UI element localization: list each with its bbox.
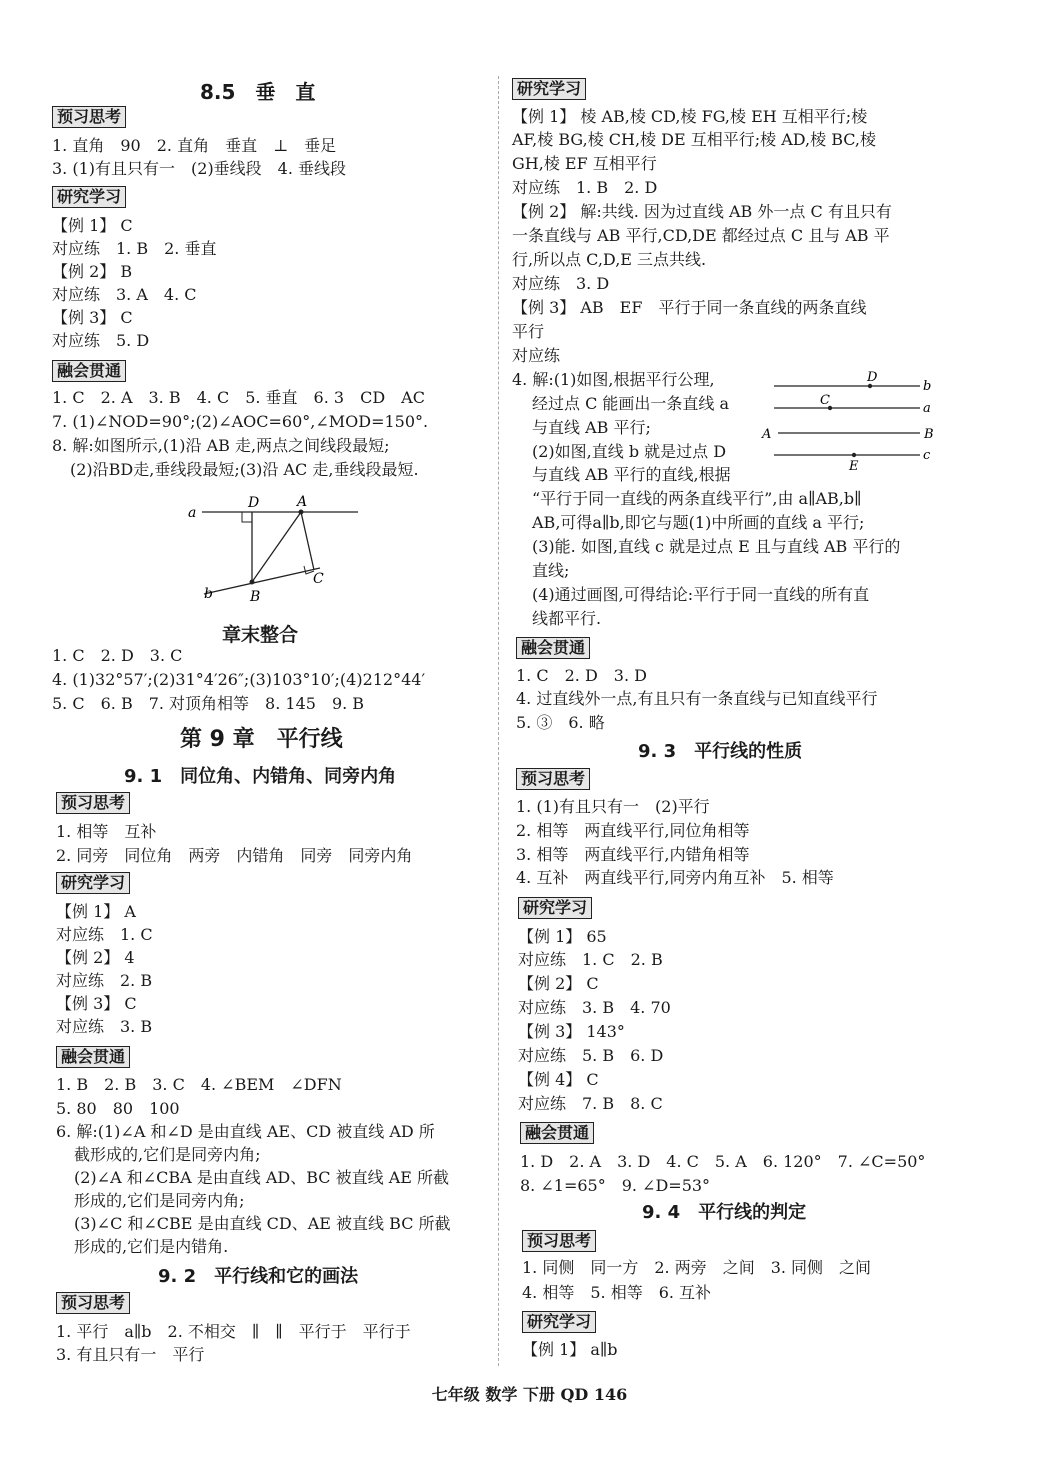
answer-line: 【例 3】 C — [56, 994, 137, 1013]
answer-line: 1. 直角 90 2. 直角 垂直 ⊥ 垂足 — [52, 136, 337, 155]
answer-line: 1. 同侧 同一方 2. 两旁 之间 3. 同侧 之间 — [522, 1258, 872, 1277]
answer-line: 【例 1】 C — [52, 216, 133, 235]
answer-line: 5. ③ 6. 略 — [516, 713, 605, 732]
tag-study: 研究学习 — [522, 1311, 596, 1333]
figure-perpendicular — [180, 490, 370, 610]
answer-line: (2)∠A 和∠CBA 是由直线 AD、BC 被直线 AE 所截 — [74, 1168, 450, 1187]
answer-line: 8. ∠1=65° 9. ∠D=53° — [520, 1176, 711, 1195]
page-footer: 七年级 数学 下册 QD 146 — [431, 1385, 628, 1404]
answer-line: 对应练 1. C 2. B — [518, 950, 663, 969]
section-title-9-1: 9. 1 同位角、内错角、同旁内角 — [124, 766, 397, 787]
answer-line: 对应练 1. B 2. D — [512, 178, 658, 197]
answer-line: 对应练 1. B 2. 垂直 — [52, 239, 217, 258]
answer-line: 5. 80 80 100 — [56, 1099, 180, 1118]
answer-line: 8. 解:如图所示,(1)沿 AB 走,两点之间线段最短; — [52, 436, 390, 455]
answer-line: 1. C 2. D 3. D — [516, 666, 647, 685]
answer-line: 3. (1)有且只有一 (2)垂线段 4. 垂线段 — [52, 159, 347, 178]
tag-integrate: 融会贯通 — [52, 360, 126, 382]
label-B: B — [250, 589, 261, 605]
answer-line: 与直线 AB 平行的直线,根据 — [532, 465, 731, 484]
tag-preview: 预习思考 — [52, 106, 126, 128]
label-B: B — [924, 427, 934, 442]
tag-integrate: 融会贯通 — [516, 637, 590, 659]
answer-line: 1. B 2. B 3. C 4. ∠BEM ∠DFN — [56, 1075, 342, 1094]
answer-line: GH,棱 EF 互相平行 — [512, 154, 657, 173]
answer-line: 【例 1】 65 — [518, 927, 607, 946]
answer-line: 4. 过直线外一点,有且只有一条直线与已知直线平行 — [516, 689, 878, 708]
answer-line: 平行 — [512, 322, 545, 341]
tag-integrate: 融会贯通 — [520, 1122, 594, 1144]
answer-line: 线都平行. — [532, 609, 602, 628]
section-title-8-5: 8.5 垂 直 — [200, 80, 316, 104]
section-title-9-4: 9. 4 平行线的判定 — [642, 1202, 807, 1223]
answer-line: 【例 1】 棱 AB,棱 CD,棱 FG,棱 EH 互相平行;棱 — [512, 107, 868, 126]
tag-preview: 预习思考 — [516, 768, 590, 790]
answer-line: 1. D 2. A 3. D 4. C 5. A 6. 120° 7. ∠C=50° — [520, 1152, 926, 1171]
answer-line: 1. 平行 a∥b 2. 不相交 ∥ ∥ 平行于 平行于 — [56, 1322, 411, 1341]
answer-line: “平行于同一直线的两条直线平行”,由 a∥AB,b∥ — [532, 489, 862, 508]
answer-line: 对应练 3. B 4. 70 — [518, 998, 671, 1017]
answer-line: 4. 互补 两直线平行,同旁内角互补 5. 相等 — [516, 868, 834, 887]
tag-integrate: 融会贯通 — [56, 1046, 130, 1068]
answer-line: 1. (1)有且只有一 (2)平行 — [516, 797, 710, 816]
label-D: D — [248, 495, 260, 511]
answer-line: 3. 有且只有一 平行 — [56, 1345, 205, 1364]
answer-line: 对应练 3. B — [56, 1017, 153, 1036]
answer-line: 【例 4】 C — [518, 1070, 599, 1089]
answer-line: 形成的,它们是同旁内角; — [74, 1191, 245, 1210]
answer-line: 对应练 3. A 4. C — [52, 285, 197, 304]
answer-line: 6. 解:(1)∠A 和∠D 是由直线 AE、CD 被直线 AD 所 — [56, 1122, 435, 1141]
answer-line: 形成的,它们是内错角. — [74, 1237, 229, 1256]
answer-line: 【例 2】 4 — [56, 948, 135, 967]
answer-line: 对应练 2. B — [56, 971, 153, 990]
figure-parallel-lines — [760, 366, 940, 476]
answer-line: 【例 2】 B — [52, 262, 133, 281]
label-a: a — [188, 505, 197, 521]
answer-line: 与直线 AB 平行; — [532, 418, 651, 437]
answer-line: 1. C 2. D 3. C — [52, 646, 183, 665]
answer-line: 直线; — [532, 561, 570, 580]
answer-line: 【例 2】 C — [518, 974, 599, 993]
answer-line: 对应练 5. D — [52, 331, 150, 350]
section-title-9-2: 9. 2 平行线和它的画法 — [158, 1266, 359, 1287]
tag-study: 研究学习 — [518, 897, 592, 919]
answer-line: 1. C 2. A 3. B 4. C 5. 垂直 6. 3 CD AC — [52, 388, 425, 407]
section-title-9-3: 9. 3 平行线的性质 — [638, 741, 803, 762]
answer-line: AF,棱 BG,棱 CH,棱 DE 互相平行;棱 AD,棱 BC,棱 — [512, 130, 877, 149]
answer-line: 对应练 7. B 8. C — [518, 1094, 663, 1113]
answer-line: 【例 3】 C — [52, 308, 133, 327]
answer-line: 截形成的,它们是同旁内角; — [74, 1145, 261, 1164]
answer-line: 对应练 5. B 6. D — [518, 1046, 664, 1065]
answer-line: 4. 相等 5. 相等 6. 互补 — [522, 1283, 712, 1302]
answer-line: 2. 相等 两直线平行,同位角相等 — [516, 821, 750, 840]
label-b: b — [204, 586, 213, 602]
answer-line: 【例 1】 A — [56, 902, 136, 921]
answer-line: AB,可得a∥b,即它与题(1)中所画的直线 a 平行; — [532, 513, 865, 532]
column-divider — [498, 76, 499, 1366]
label-c: c — [923, 448, 931, 463]
answer-line: 4. 解:(1)如图,根据平行公理, — [512, 370, 715, 389]
answer-line: 【例 2】 解:共线. 因为过直线 AB 外一点 C 有且只有 — [512, 202, 892, 221]
tag-study: 研究学习 — [512, 78, 586, 100]
label-E: E — [849, 459, 859, 474]
label-D: D — [867, 370, 878, 385]
answer-line: 4. (1)32°57′;(2)31°4′26″;(3)103°10′;(4)212°44′ — [52, 670, 426, 689]
answer-line: 2. 同旁 同位角 两旁 内错角 同旁 同旁内角 — [56, 846, 413, 865]
label-C: C — [313, 571, 324, 587]
answer-line: 5. C 6. B 7. 对顶角相等 8. 145 9. B — [52, 694, 365, 713]
answer-line: (3)∠C 和∠CBE 是由直线 CD、AE 被直线 BC 所截 — [74, 1214, 451, 1233]
answer-line: 【例 1】 a∥b — [522, 1340, 618, 1359]
tag-preview: 预习思考 — [56, 1292, 130, 1314]
answer-line: (3)能. 如图,直线 c 就是过点 E 且与直线 AB 平行的 — [532, 537, 901, 556]
chapter-title-9: 第 9 章 平行线 — [180, 727, 343, 752]
answer-line: 3. 相等 两直线平行,内错角相等 — [516, 845, 750, 864]
answer-line: 对应练 1. C — [56, 925, 153, 944]
answer-line: (2)如图,直线 b 就是过点 D — [532, 442, 727, 461]
tag-preview: 预习思考 — [522, 1230, 596, 1252]
label-C: C — [820, 393, 830, 408]
section-title-chapter-review: 章末整合 — [222, 624, 299, 646]
label-A: A — [762, 427, 772, 442]
answer-line: (2)沿BD走,垂线段最短;(3)沿 AC 走,垂线段最短. — [70, 460, 419, 479]
answer-line: 【例 3】 143° — [518, 1022, 625, 1041]
answer-line: 行,所以点 C,D,E 三点共线. — [512, 250, 707, 269]
answer-line: 1. 相等 互补 — [56, 822, 157, 841]
answer-line: 7. (1)∠NOD=90°;(2)∠AOC=60°,∠MOD=150°. — [52, 412, 429, 431]
tag-study: 研究学习 — [56, 872, 130, 894]
label-b: b — [923, 379, 932, 394]
label-A: A — [297, 494, 308, 510]
answer-line: 对应练 3. D — [512, 274, 610, 293]
tag-preview: 预习思考 — [56, 792, 130, 814]
answer-line: (4)通过画图,可得结论:平行于同一直线的所有直 — [532, 585, 870, 604]
tag-study: 研究学习 — [52, 186, 126, 208]
label-a: a — [923, 401, 931, 416]
answer-line: 经过点 C 能画出一条直线 a — [532, 394, 730, 413]
answer-line: 一条直线与 AB 平行,CD,DE 都经过点 C 且与 AB 平 — [512, 226, 890, 245]
answer-line: 对应练 — [512, 346, 561, 365]
answer-line: 【例 3】 AB EF 平行于同一条直线的两条直线 — [512, 298, 867, 317]
